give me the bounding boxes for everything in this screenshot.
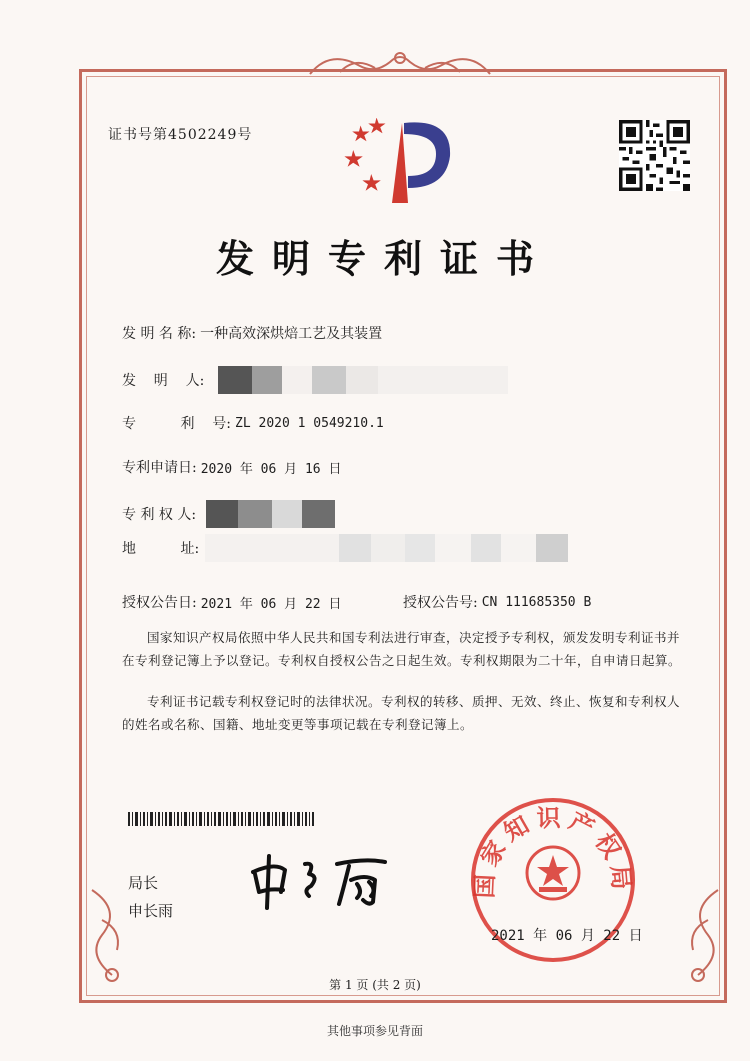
page-number: 第 1 页 (共 2 页) <box>329 978 421 992</box>
director-title: 局长 <box>128 874 159 892</box>
seal-date: 2021 年 06 月 22 日 <box>491 928 643 944</box>
inventor-label: 发 明 人: <box>122 373 205 389</box>
filing-date-value: 2020 年 06 月 16 日 <box>200 461 342 477</box>
certificate-number: 证书号第4502249号 <box>108 127 253 143</box>
certificate-title: 发明专利证书 <box>215 236 552 281</box>
barcode <box>128 812 314 826</box>
body-paragraph-1: 国家知识产权局依照中华人民共和国专利法进行审查，决定授予专利权，颁发发明专利证书并在专利登记簿上予以登记。专利权自授权公告之日起生效。专利权期限为二十年，自申请日起算。 <box>122 630 682 668</box>
patentee-label: 专 利 权 人: <box>122 507 197 523</box>
grant-date-label: 授权公告日: <box>122 595 197 611</box>
field-inventor <box>122 366 508 394</box>
invention-name-label: 发 明 名 称: <box>122 326 197 342</box>
field-address <box>122 534 568 562</box>
handwritten-signature <box>245 850 410 910</box>
patent-number-label: 专 利 号: <box>122 416 232 432</box>
left-ornament <box>82 880 142 990</box>
patent-number-value: ZL 2020 1 0549210.1 <box>235 415 384 431</box>
qr-code <box>619 120 690 191</box>
field-grant-date <box>122 592 341 612</box>
top-ornament <box>300 44 500 84</box>
cnipa-logo <box>342 118 458 208</box>
grant-number-label: 授权公告号: <box>403 595 478 611</box>
filing-date-label: 专利申请日: <box>122 460 197 476</box>
right-ornament <box>668 880 728 990</box>
body-paragraph-2: 专利证书记载专利权登记时的法律状况。专利权的转移、质押、无效、终止、恢复和专利权人的姓名或名称、国籍、地址变更等事项记载在专利登记簿上。 <box>122 694 681 732</box>
director-name: 申长雨 <box>128 902 174 920</box>
footer-note: 其他事项参见背面 <box>326 1024 423 1038</box>
patentee-redacted <box>206 500 335 528</box>
field-patent-number <box>122 413 384 433</box>
inventor-redacted <box>218 366 508 394</box>
field-filing-date <box>122 457 341 477</box>
invention-name-value: 一种高效深烘焙工艺及其装置 <box>200 326 383 342</box>
field-invention-name <box>122 323 382 343</box>
field-patentee <box>122 500 335 528</box>
address-redacted <box>205 534 568 562</box>
address-label: 地 址: <box>122 541 200 557</box>
grant-date-value: 2021 年 06 月 22 日 <box>200 596 342 612</box>
grant-number-value: CN 111685350 B <box>481 594 592 610</box>
field-grant-number <box>403 592 591 612</box>
svg-text:国家知识产权局: 国家知识产权局 <box>469 802 637 899</box>
